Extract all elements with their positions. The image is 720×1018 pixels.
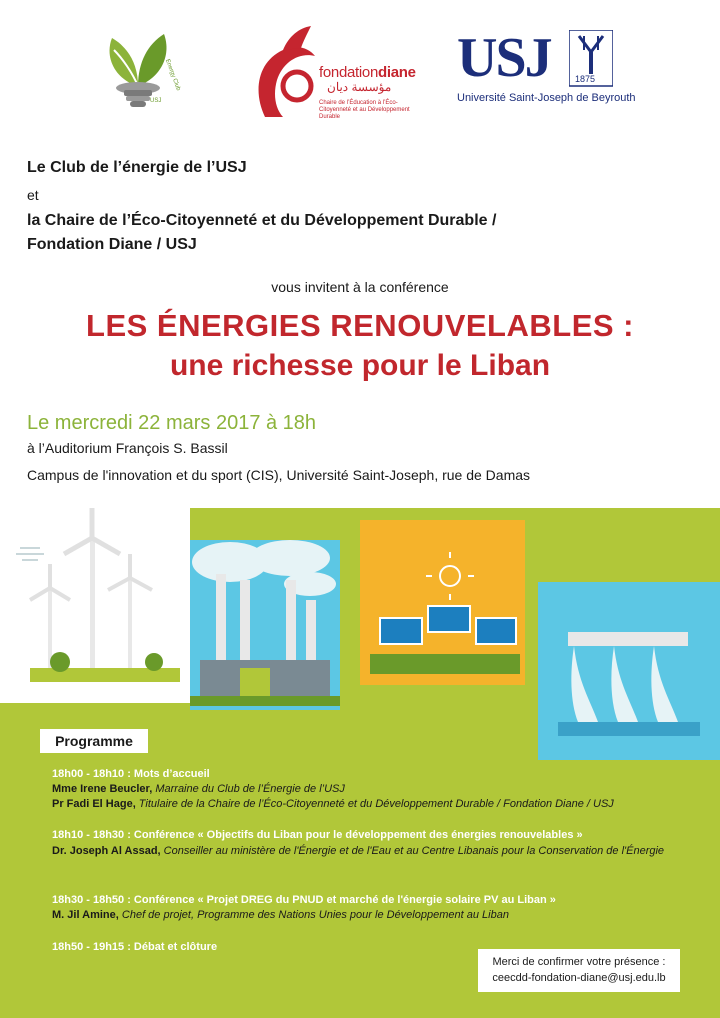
session-3-time: 18h30 - 18h50 : Conférence « Projet DREG du PNUD et marché de l'énergie solaire PV au Liban » — [52, 894, 556, 906]
session-2-time: 18h10 - 18h30 : Conférence « Objectifs du Liban pour le développement des énergies renouvelables » — [52, 829, 583, 841]
usj-logo — [457, 27, 636, 105]
factory-illustration — [180, 540, 350, 710]
usj-name: Université Saint-Joseph de Beyrouth — [457, 92, 636, 104]
session-1-speaker-1: Mme Irene Beucler, Marraine du Club de l’Énergie de l’USJ — [52, 783, 345, 795]
session-1-speaker-2: Pr Fadi El Hage, Titulaire de la Chaire de l’Éco-Citoyenneté et du Développement Durable / Fondation Diane / USJ — [52, 798, 614, 810]
fondation-diane-logo — [253, 22, 423, 122]
confirm-email[interactable]: ceecdd-fondation-diane@usj.edu.lb — [492, 972, 666, 984]
energy-club-sub: USJ — [150, 98, 162, 104]
title-line-2: une richesse pour le Liban — [169, 349, 551, 382]
intro-line-4: Fondation Diane / USJ — [27, 236, 197, 253]
confirm-box — [478, 949, 680, 992]
title-line-1: LES ÉNERGIES RENOUVELABLES : — [86, 308, 634, 343]
intro-line-1: Le Club de l’énergie de l’USJ — [27, 159, 247, 176]
usj-letters: USJ — [457, 27, 551, 89]
diane-chair-text: Chaire de l’Éducation à l’Éco-Citoyenneté et au Développement Durable — [319, 100, 410, 120]
diane-arabic: مؤسسة ديان — [327, 80, 392, 94]
event-venue-1: à l’Auditorium François S. Bassil — [27, 440, 228, 456]
intro-line-2: et — [27, 187, 39, 203]
energy-club-text: Energy Club — [164, 58, 181, 92]
event-date: Le mercredi 22 mars 2017 à 18h — [27, 412, 317, 434]
programme-label: Programme — [40, 729, 148, 753]
intro-line-3: la Chaire de l’Éco-Citoyenneté et du Développement Durable / — [27, 212, 497, 229]
invite-text: vous invitent à la conférence — [271, 279, 449, 295]
diane-brand: fondationdiane — [319, 64, 416, 81]
hydro-dam-illustration — [538, 582, 720, 760]
event-venue-2: Campus de l'innovation et du sport (CIS), Université Saint-Joseph, rue de Damas — [27, 467, 531, 483]
session-3-speaker-1: M. Jil Amine, Chef de projet, Programme des Nations Unies pour le Développement au Liban — [52, 909, 509, 921]
usj-year: 1875 — [575, 74, 596, 84]
confirm-text: Merci de confirmer votre présence : — [492, 956, 666, 968]
energy-club-logo — [98, 28, 181, 112]
solar-panels-illustration — [360, 520, 525, 685]
wind-turbines-illustration — [0, 508, 190, 703]
session-4-time: 18h50 - 19h15 : Débat et clôture — [52, 941, 218, 953]
session-1-time: 18h00 - 18h10 : Mots d’accueil — [52, 768, 210, 780]
session-2-speaker-1: Dr. Joseph Al Assad, Conseiller au ministère de l'Énergie et de l'Eau et au Centre Libanais pour la Conservation de l'Énergie — [52, 845, 665, 857]
